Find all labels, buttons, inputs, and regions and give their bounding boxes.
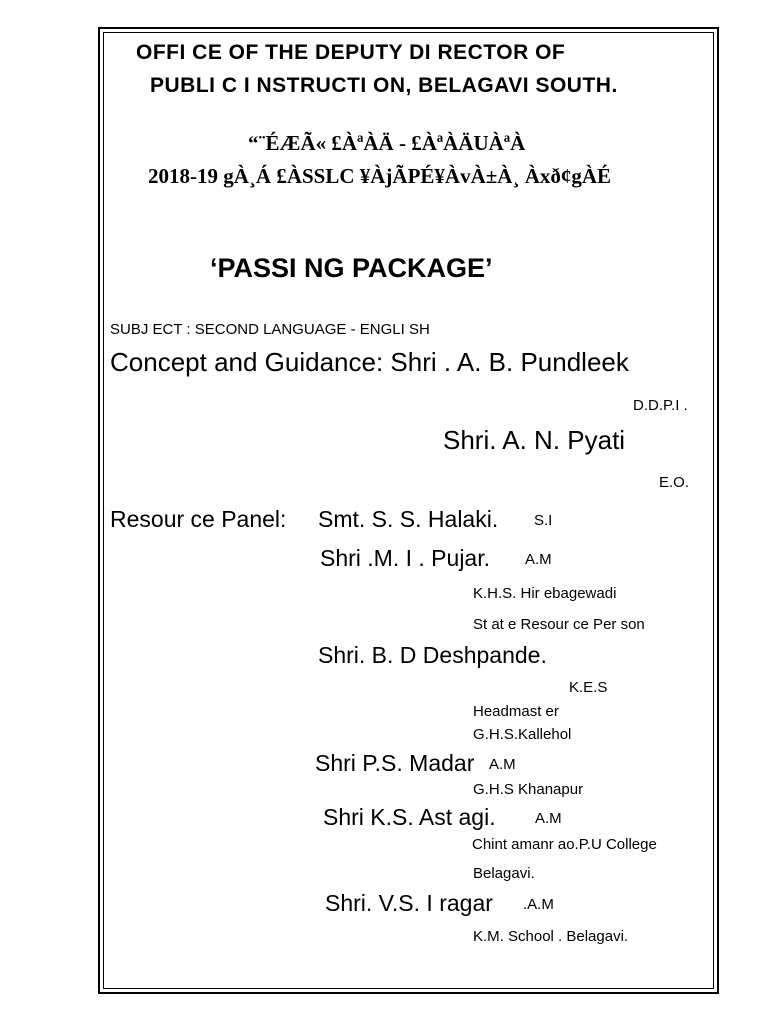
member-iragar-name: Shri. V.S. I ragar: [325, 890, 493, 916]
member-madar-school: G.H.S Khanapur: [473, 781, 584, 798]
member-halaki-role: S.I: [534, 512, 553, 529]
member-astagi-role: A.M: [535, 810, 562, 827]
ddpi-designation: D.D.P.I .: [633, 397, 688, 414]
member-astagi-city: Belagavi.: [473, 865, 535, 882]
member-deshpande-org: K.E.S: [569, 679, 608, 696]
member-deshpande-school: G.H.S.Kallehol: [473, 726, 572, 743]
kannada-title-line-2: 2018-19 gÀ¸Á £ÀSSLC ¥ÀjÃPÉ¥ÀvÀ±À¸ Àxð¢gÀÉ: [148, 164, 612, 188]
member-madar-name: Shri P.S. Madar: [315, 750, 475, 776]
eo-name: Shri. A. N. Pyati: [443, 425, 626, 455]
member-deshpande-name: Shri. B. D Deshpande.: [318, 642, 547, 668]
resource-panel-label: Resour ce Panel:: [110, 506, 287, 532]
member-deshpande-title: Headmast er: [473, 703, 559, 720]
member-pujar-title: St at e Resour ce Per son: [473, 616, 645, 633]
guidance-line: Concept and Guidance: Shri . A. B. Pundleek: [110, 347, 629, 377]
office-line-1: OFFI CE OF THE DEPUTY DI RECTOR OF: [136, 41, 566, 64]
member-madar-role: A.M: [489, 756, 516, 773]
eo-designation: E.O.: [659, 474, 690, 491]
member-pujar-name: Shri .M. I . Pujar.: [320, 545, 490, 571]
member-halaki-name: Smt. S. S. Halaki.: [318, 506, 499, 532]
office-line-2: PUBLI C I NSTRUCTI ON, BELAGAVI SOUTH.: [150, 74, 618, 97]
member-pujar-school: K.H.S. Hir ebagewadi: [473, 585, 617, 602]
document-title: ‘PASSI NG PACKAGE’: [210, 253, 493, 283]
kannada-title-line-1: “¨ÉÆÃ« £ÀªÀÄ - £ÀªÀÄUÀªÀ: [248, 131, 526, 155]
member-iragar-school: K.M. School . Belagavi.: [473, 928, 629, 945]
member-astagi-name: Shri K.S. Ast agi.: [323, 804, 496, 830]
member-astagi-college: Chint amanr ao.P.U College: [472, 836, 657, 853]
member-iragar-role: .A.M: [523, 896, 554, 913]
member-pujar-role: A.M: [525, 551, 552, 568]
subject-line: SUBJ ECT : SECOND LANGUAGE - ENGLI SH: [110, 321, 430, 338]
